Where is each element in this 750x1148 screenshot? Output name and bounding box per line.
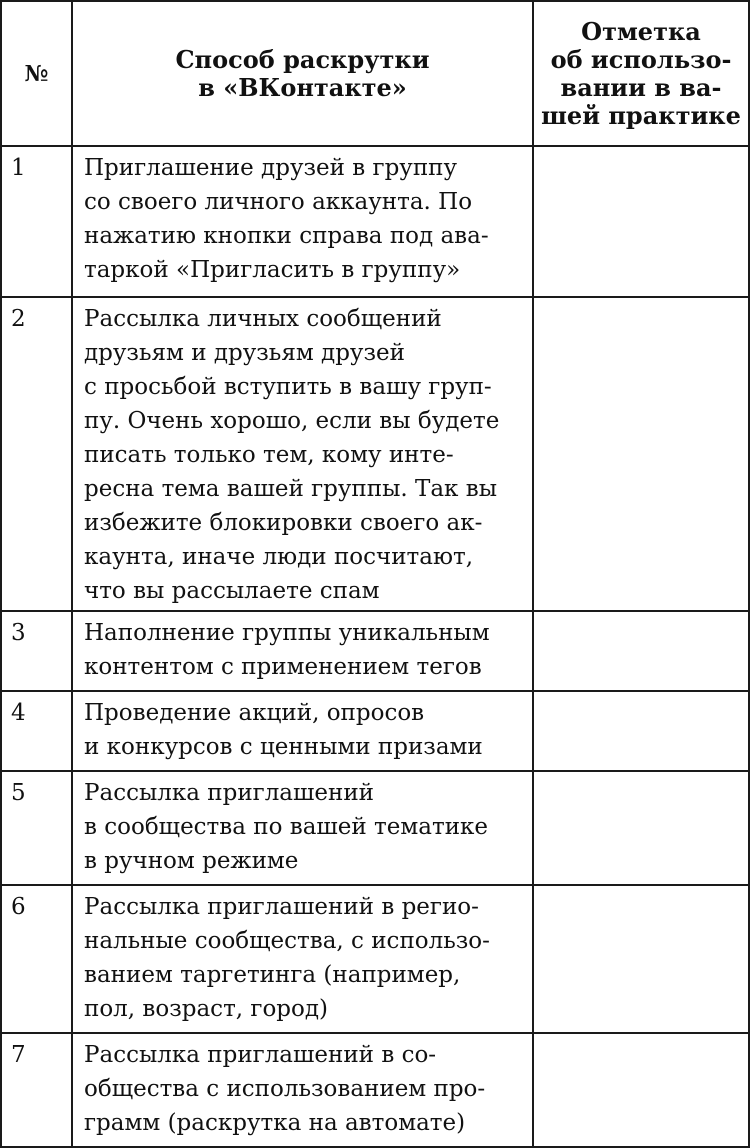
row-number: 4 bbox=[1, 691, 72, 771]
method-line: Рассылка приглашений в со- bbox=[84, 1042, 437, 1068]
header-mark-line: Отметка bbox=[581, 16, 701, 46]
row-number: 6 bbox=[1, 885, 72, 1033]
row-number: 1 bbox=[1, 146, 72, 297]
method-line: Приглашение друзей в группу bbox=[84, 155, 458, 181]
row-method bbox=[72, 1033, 533, 1147]
method-line: и конкурсов с ценными призами bbox=[84, 734, 483, 760]
row-number: 7 bbox=[1, 1033, 72, 1147]
method-line: со своего личного аккаунта. По bbox=[84, 189, 473, 215]
method-line: каунта, иначе люди посчитают, bbox=[84, 544, 474, 570]
method-line: пу. Очень хорошо, если вы будете bbox=[84, 408, 500, 434]
header-usage-mark bbox=[533, 1, 749, 146]
header-mark-line: шей практике bbox=[541, 100, 741, 130]
row-method bbox=[72, 146, 533, 297]
row-number: 5 bbox=[1, 771, 72, 885]
method-line: в сообщества по вашей тематике bbox=[84, 814, 489, 840]
method-line: Рассылка личных сообщений bbox=[84, 306, 442, 332]
usage-mark-cell[interactable] bbox=[533, 771, 749, 885]
method-line: грамм (раскрутка на автомате) bbox=[84, 1110, 466, 1136]
method-line: нальные сообщества, с использо- bbox=[84, 928, 490, 954]
row-number: 3 bbox=[1, 611, 72, 691]
row-method bbox=[72, 885, 533, 1033]
method-line: с просьбой вступить в вашу груп- bbox=[84, 374, 492, 400]
method-line: общества с использованием про- bbox=[84, 1076, 486, 1102]
method-line: контентом с применением тегов bbox=[84, 654, 482, 680]
row-method bbox=[72, 297, 533, 611]
method-line: в ручном режиме bbox=[84, 848, 299, 874]
method-line: избежите блокировки своего ак- bbox=[84, 510, 483, 536]
header-number-label: № bbox=[24, 60, 49, 87]
method-line: Рассылка приглашений bbox=[84, 780, 375, 806]
table-row bbox=[1, 691, 749, 771]
table-header-row bbox=[1, 1, 749, 146]
header-mark-line: об использо- bbox=[550, 44, 732, 74]
method-line: ванием таргетинга (например, bbox=[84, 962, 461, 988]
row-method bbox=[72, 691, 533, 771]
usage-mark-cell[interactable] bbox=[533, 691, 749, 771]
method-line: писать только тем, кому инте- bbox=[84, 442, 454, 468]
row-number: 2 bbox=[1, 297, 72, 611]
header-method-line: в «ВКонтакте» bbox=[198, 72, 407, 102]
method-line: таркой «Пригласить в группу» bbox=[84, 257, 461, 283]
header-method-line: Способ раскрутки bbox=[175, 44, 430, 74]
method-line: ресна тема вашей группы. Так вы bbox=[84, 476, 498, 502]
usage-mark-cell[interactable] bbox=[533, 611, 749, 691]
table-row bbox=[1, 146, 749, 297]
table-row bbox=[1, 1033, 749, 1147]
row-method bbox=[72, 771, 533, 885]
header-mark-line: вании в ва- bbox=[560, 72, 722, 102]
header-method bbox=[72, 1, 533, 146]
table-row bbox=[1, 885, 749, 1033]
table-row bbox=[1, 611, 749, 691]
method-line: пол, возраст, город) bbox=[84, 996, 329, 1022]
method-line: Проведение акций, опросов bbox=[84, 700, 425, 726]
header-number bbox=[1, 1, 72, 146]
usage-mark-cell[interactable] bbox=[533, 1033, 749, 1147]
method-line: Наполнение группы уникальным bbox=[84, 620, 490, 646]
usage-mark-cell[interactable] bbox=[533, 146, 749, 297]
method-line: что вы рассылаете спам bbox=[84, 578, 380, 604]
method-line: друзьям и друзьям друзей bbox=[84, 340, 405, 366]
method-line: нажатию кнопки справа под ава- bbox=[84, 223, 489, 249]
usage-mark-cell[interactable] bbox=[533, 297, 749, 611]
usage-mark-cell[interactable] bbox=[533, 885, 749, 1033]
table-row bbox=[1, 771, 749, 885]
table-row bbox=[1, 297, 749, 611]
row-method bbox=[72, 611, 533, 691]
method-line: Рассылка приглашений в регио- bbox=[84, 894, 479, 920]
